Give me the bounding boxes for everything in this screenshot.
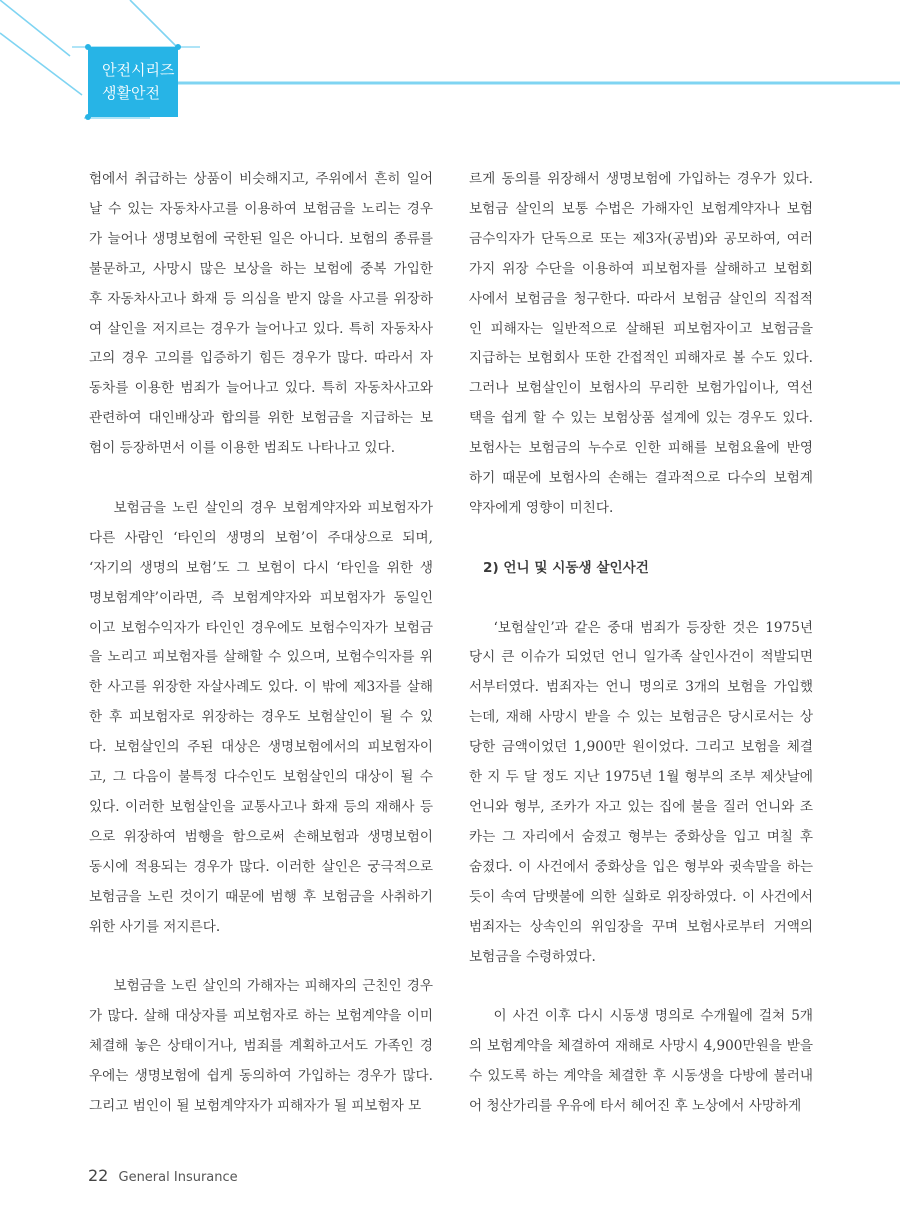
paragraph-gap	[89, 943, 433, 973]
text-line: 동차를 이용한 범죄가 늘어나고 있다. 특히 자동차사고와	[89, 380, 433, 397]
text-line: 관련하여 대인배상과 합의를 위한 보험금을 지급하는 보	[89, 410, 433, 427]
page-number: 22	[88, 1166, 109, 1185]
text-line: 있다. 이러한 보험살인을 교통사고나 화재 등의 재해사 등	[89, 799, 433, 816]
text-line: 지급하는 보험회사 또한 간접적인 피해자로 볼 수도 있다.	[469, 350, 813, 367]
section-tag	[88, 47, 178, 117]
text-line: 고, 그 다음이 불특정 다수인도 보험살인의 대상이 될 수	[89, 769, 433, 786]
text-line: 택을 쉽게 할 수 있는 보험상품 설계에 있는 경우도 있다.	[469, 410, 813, 427]
text-line: 으로 위장하여 범행을 함으로써 손해보험과 생명보험이	[89, 828, 433, 845]
text-line: 가지 위장 수단을 이용하여 피보험자를 살해하고 보험회	[469, 260, 813, 277]
text-line: 우에는 생명보험에 쉽게 동의하여 가입하는 경우가 많다.	[89, 1068, 433, 1085]
text-line: 그러나 보험살인이 보험사의 무리한 보험가입이나, 역선	[469, 380, 813, 397]
paragraph-gap	[469, 972, 813, 1002]
text-line: 인 피해자는 일반적으로 살해된 피보험자이고 보험금을	[469, 320, 813, 337]
text-line: 듯이 속여 담뱃불에 의한 실화로 위장하였다. 이 사건에서	[469, 888, 813, 905]
text-line: 험이 등장하면서 이를 이용한 범죄도 나타나고 있다.	[89, 440, 396, 457]
text-line: 보험금을 노린 것이기 때문에 범행 후 보험금을 사취하기	[89, 888, 433, 905]
section-label: 생활안전	[102, 84, 160, 102]
text-line: 가 늘어나 생명보험에 국한된 일은 아니다. 보험의 종류를	[89, 230, 433, 247]
text-line: 보험금 살인의 보통 수법은 가해자인 보험계약자나 보험	[469, 200, 813, 217]
series-label: 안전시리즈	[102, 61, 175, 79]
text-line: ‘자기의 생명의 보험’도 그 보험이 다시 ‘타인을 위한 생	[89, 559, 433, 576]
text-line: 는데, 재해 사망시 받을 수 있는 보험금은 당시로서는 상	[469, 709, 813, 726]
text-line: 의 보험계약을 체결하여 재해로 사망시 4,900만원을 받을	[469, 1038, 813, 1055]
text-line: 사에서 보험금을 청구한다. 따라서 보험금 살인의 직접적	[469, 290, 813, 307]
text-line: 숨졌다. 이 사건에서 중화상을 입은 형부와 귓속말을 하는	[469, 858, 813, 875]
text-line: 약자에게 영향이 미친다.	[469, 499, 614, 516]
text-line: 당한 금액이었던 1,900만 원이었다. 그리고 보험을 체결	[469, 739, 813, 756]
text-line: 후 자동차사고나 화재 등 의심을 받지 않을 사고를 위장하	[89, 290, 433, 307]
text-line: 보험사는 보험금의 누수로 인한 피해를 보험요율에 반영	[469, 440, 813, 457]
left-column	[89, 165, 433, 1122]
text-line: 한 후 피보험자로 위장하는 경우도 보험살인이 될 수 있	[89, 709, 433, 726]
text-line: 그리고 범인이 될 보험계약자가 피해자가 될 피보험자 모	[89, 1098, 422, 1115]
text-line: 불문하고, 사망시 많은 보상을 하는 보험에 중복 가입한	[89, 260, 433, 277]
text-line: 한 지 두 달 정도 지난 1975년 1월 형부의 조부 제삿날에	[469, 769, 813, 786]
section-heading: 2) 언니 및 시동생 살인사건	[483, 559, 649, 576]
text-line: 다른 사람인 ‘타인의 생명의 보험’이 주대상으로 되며,	[89, 529, 433, 546]
text-line: 보험금을 노린 살인의 경우 보험계약자와 피보험자가	[113, 499, 433, 516]
text-line: 당시 큰 이슈가 되었던 언니 일가족 살인사건이 적발되면	[469, 649, 813, 666]
text-line: 하기 때문에 보험사의 손해는 결과적으로 다수의 보험계	[469, 470, 813, 487]
right-column	[469, 165, 813, 1122]
text-line: 이 사건 이후 다시 시동생 명의로 수개월에 걸쳐 5개	[493, 1008, 813, 1025]
text-line: 체결해 놓은 상태이거나, 범죄를 계획하고서도 가족인 경	[89, 1038, 433, 1055]
text-line: 어 청산가리를 우유에 타서 헤어진 후 노상에서 사망하게	[469, 1098, 802, 1115]
text-line: 가 많다. 살해 대상자를 피보험자로 하는 보험계약을 이미	[89, 1008, 433, 1025]
paragraph-gap	[89, 464, 433, 494]
text-line: 보험금을 노린 살인의 가해자는 피해자의 근친인 경우	[113, 978, 433, 995]
text-line: 보험금을 수령하였다.	[469, 948, 596, 965]
paragraph-gap	[469, 584, 813, 614]
text-line: 언니와 형부, 조카가 자고 있는 집에 불을 질러 언니와 조	[469, 799, 813, 815]
text-line: 르게 동의를 위장해서 생명보험에 가입하는 경우가 있다.	[469, 171, 813, 187]
text-line: 을 노리고 피보험자를 살해할 수 있으며, 보험수익자를 위	[89, 649, 433, 666]
text-line: 이고 보험수익자가 타인인 경우에도 보험수익자가 보험금	[89, 619, 433, 636]
text-line: 명보험계약’이라면, 즉 보험계약자와 피보험자가 동일인	[89, 589, 433, 606]
text-line: 동시에 적용되는 경우가 많다. 이러한 살인은 궁극적으로	[89, 858, 433, 875]
text-line: 한 사고를 위장한 자살사례도 있다. 이 밖에 제3자를 살해	[89, 679, 433, 696]
publication-name: General Insurance	[118, 1170, 238, 1185]
text-line: 다. 보험살인의 주된 대상은 생명보험에서의 피보험자이	[89, 739, 433, 756]
text-line: 범죄자는 상속인의 위임장을 꾸며 보험사로부터 거액의	[469, 918, 813, 935]
paragraph-gap	[469, 524, 813, 554]
text-line: 서부터였다. 범죄자는 언니 명의로 3개의 보험을 가입했	[469, 679, 813, 696]
text-line: 고의 경우 고의를 입증하기 힘든 경우가 많다. 따라서 자	[89, 350, 433, 367]
page-footer	[88, 1166, 238, 1185]
text-line: 여 살인을 저지르는 경우가 늘어나고 있다. 특히 자동차사	[89, 320, 433, 337]
text-line: 금수익자가 단독으로 또는 제3자(공범)와 공모하여, 여러	[469, 230, 813, 247]
text-line: ‘보험살인’과 같은 중대 범죄가 등장한 것은 1975년	[493, 619, 813, 636]
text-line: 카는 그 자리에서 숨졌고 형부는 중화상을 입고 며칠 후	[469, 828, 813, 845]
text-line: 날 수 있는 자동차사고를 이용하여 보험금을 노리는 경우	[89, 200, 433, 217]
text-line: 수 있도록 하는 계약을 체결한 후 시동생을 다방에 불러내	[469, 1068, 813, 1085]
text-line: 위한 사기를 저지른다.	[89, 918, 221, 935]
text-line: 험에서 취급하는 상품이 비슷해지고, 주위에서 흔히 일어	[89, 171, 433, 187]
